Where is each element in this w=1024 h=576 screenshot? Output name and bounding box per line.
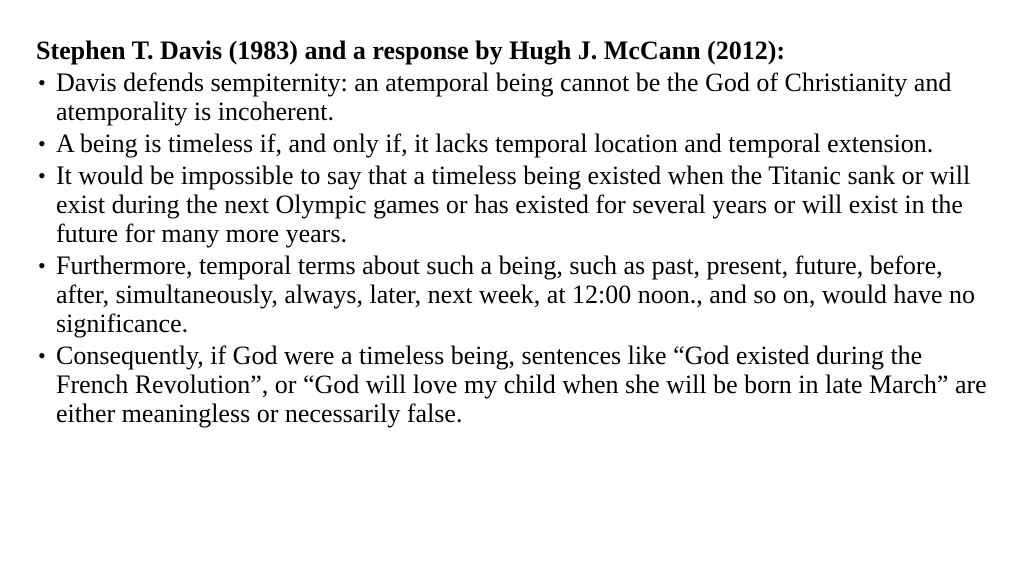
bullet-dot-icon: • — [38, 253, 46, 278]
slide-title: Stephen T. Davis (1983) and a response by Hugh J. McCann (2012): — [36, 36, 786, 65]
bullet-dot-icon: • — [38, 131, 46, 156]
bullet-text: Furthermore, temporal terms about such a being, such as past, present, future, before, after, simultaneously, always, later, next week, at 12:00 noon., and so on, would have no significance. — [56, 251, 976, 338]
bullet-item — [36, 161, 990, 248]
bullet-item — [36, 129, 990, 158]
bullet-text: Consequently, if God were a timeless being, sentences like “God existed during the French Revolution”, or “God will love my child when she will be born in late March” are either meaningless or necessarily false. — [56, 341, 987, 428]
bullet-item — [36, 251, 990, 338]
bullet-dot-icon: • — [38, 163, 46, 188]
bullet-item — [36, 341, 990, 428]
bullet-text: A being is timeless if, and only if, it lacks temporal location and temporal extension. — [56, 129, 934, 158]
bullet-list — [36, 68, 990, 428]
bullet-dot-icon: • — [38, 70, 46, 95]
bullet-item — [36, 68, 990, 126]
bullet-text: It would be impossible to say that a timeless being existed when the Titanic sank or will exist during the next Olympic games or has existed for several years or will exist in the future for many more years. — [56, 161, 971, 248]
bullet-dot-icon: • — [38, 343, 46, 368]
bullet-text: Davis defends sempiternity: an atemporal being cannot be the God of Christianity and atemporality is incoherent. — [56, 68, 952, 126]
